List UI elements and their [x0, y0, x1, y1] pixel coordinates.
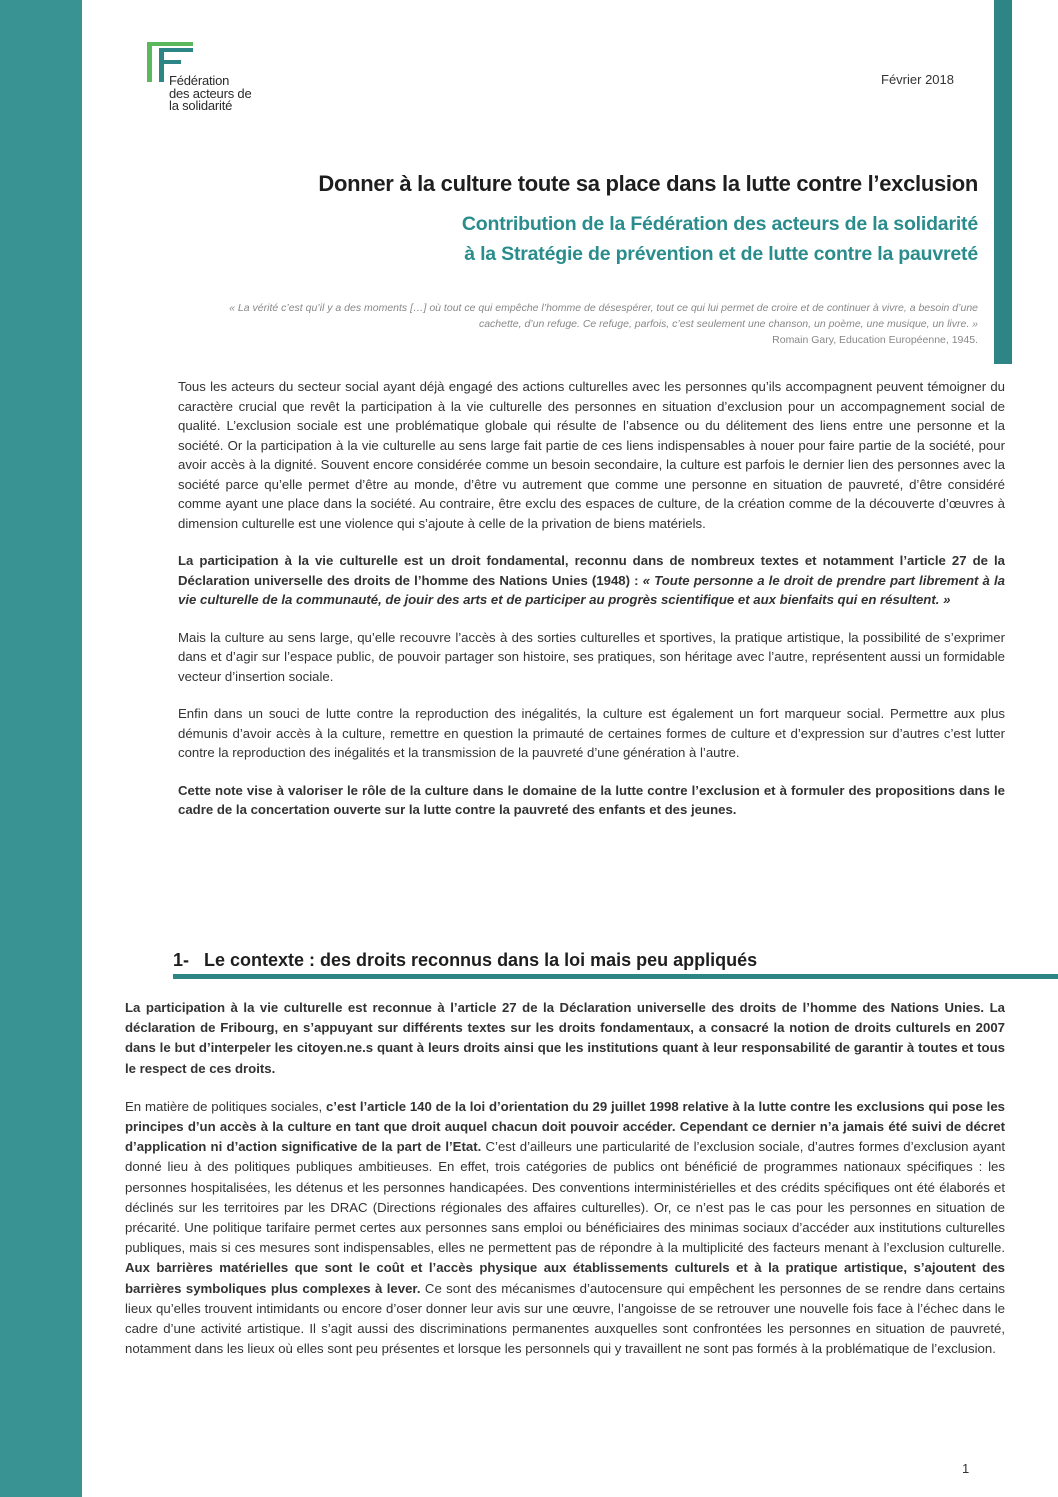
- epigraph-quote: [218, 300, 978, 348]
- logo-text-line2: des acteurs de: [169, 85, 252, 101]
- left-decorative-band: [0, 0, 82, 1497]
- subtitle-line2: à la Stratégie de prévention et de lutte contre la pauvreté: [464, 243, 978, 265]
- section-1-title: Le contexte : des droits reconnus dans la loi mais peu appliqués: [204, 950, 758, 970]
- section-1-paragraph-1: La participation à la vie culturelle est reconnue à l’article 27 de la Déclaration universelle des droits de l’homme des Nations Unies. La déclaration de Fribourg, en s’appuyant sur différents textes sur les droits fondamentaux, a consacré la notion de droits culturels en 2007 dans le but d’interpeler les citoyen.ne.s quant à leurs droits ainsi que les institutions quant à leur responsabilité de garantir à toutes et tous le respect de ces droits.: [125, 1000, 1005, 1076]
- logo-text-line1: Fédération: [169, 73, 230, 88]
- subtitle-line1: Contribution de la Fédération des acteurs de la solidarité: [461, 213, 978, 235]
- section-1-body: [125, 998, 1005, 1377]
- s1-p2-part-c: C’est d’ailleurs une particularité de l’exclusion sociale, d’autres formes d’exclusion ayant donné lieu à des politiques publiques ambitieuses. En effet, trois catégories de publics ont bénéficié de programmes nationaux spécifiques : les personnes hospitalisées, les détenus et les personnes handicapées. Des conventions interministérielles et des crédits spécifiques ont été élaborés et déclinés sur les territoires par les DRAC (Directions régionales des affaires culturelles). Or, ce n’est pas le cas pour les personnes en situation de précarité. Une politique tarifaire permet certes aux personnes sans emploi ou bénéficiaires des minimas sociaux d’accéder aux institutions culturelles publiques, mais si ces mesures sont indispensables, elles ne permettent pas de répondre à la multiplicité des facteurs menant à l’exclusion culturelle.: [125, 1139, 1005, 1256]
- section-1-number: 1-: [173, 950, 190, 970]
- quote-text: « La vérité c’est qu’il y a des moments […] où tout ce qui empêche l’homme de désespérer, tout ce qui lui permet de croire et de continuer à vivre, a besoin d’une cachette, d’un refuge. Ce refuge, parfois, c’est seulement une chanson, un poème, une musique, un livre. »: [229, 302, 978, 330]
- intro-paragraph-1: Tous les acteurs du secteur social ayant déjà engagé des actions culturelles avec les personnes qu’ils accompagnent peuvent témoigner du caractère crucial que revêt la participation à la vie culturelle des personnes en situation d’exclusion pour un accompagnement social de qualité. L’exclusion sociale est une problématique globale qui résulte de l’absence ou du délitement des liens entre une personne et la société. Or la participation à la vie culturelle au sens large fait partie de ces liens indispensables à nouer pour faire partie de la société, pour avoir accès à la dignité. Souvent encore considérée comme un besoin secondaire, la culture est parfois le dernier lien des personnes avec la société parce qu’elle permet d’être au monde, d’être vu autrement que comme une personne en situation de pauvreté, d’être considéré comme ayant une place dans la société. Au contraire, être exclu des espaces de culture, de la création comme de la découverte d’œuvres à dimension culturelle est une violence qui s’ajoute à celle de la privation de biens matériels.: [178, 379, 1005, 531]
- intro-paragraph-5: Cette note vise à valoriser le rôle de la culture dans le domaine de la lutte contre l’exclusion et à formuler des propositions dans le cadre de la concertation ouverte sur la lutte contre la pauvreté des enfants et des jeunes.: [178, 782, 1005, 817]
- quote-author: Romain Gary, Education Européenne, 1945.: [772, 334, 978, 346]
- logo-text-line3: la solidarité: [169, 98, 233, 113]
- introduction: [178, 377, 1005, 838]
- intro-p2-bold: La participation à la vie culturelle est un droit fondamental, reconnu dans de nombreux textes et notamment l’article 27 de la Déclaration universelle des droits de l’homme des Nations Unies (1948) :: [178, 553, 1005, 588]
- page-number: 1: [962, 1461, 970, 1476]
- intro-paragraph-4: Enfin dans un souci de lutte contre la reproduction des inégalités, la culture est également un fort marqueur social. Permettre aux plus démunis d’avoir accès à la culture, remettre en question la primauté de certaines formes de culture et d’expression sur d’autres c’est lutter contre la reproduction des inégalités et la transmission de la pauvreté d’une génération à l’autre.: [178, 706, 1005, 760]
- right-decorative-band: [994, 0, 1012, 364]
- section-1-underline: [173, 974, 1058, 979]
- section-1-paragraph-2: [125, 1097, 1005, 1360]
- s1-p2-part-b: c’est l’article 140 de la loi d’orientation du 29 juillet 1998 relative à la lutte contre les exclusions qui pose les principes d’un accès à la culture en tant que droit auquel chacun doit pouvoir accéder. Cependant ce dernier n’a jamais été suivi de décret d’application ni d’action significative de la part de l’Etat.: [125, 1098, 1005, 1155]
- federation-logo: [147, 42, 287, 112]
- document-date: Février 2018: [881, 72, 954, 87]
- s1-p2-part-d: Aux barrières matérielles que sont le coût et l’accès physique aux établissements culturels et à la pratique artistique, s’ajoutent des barrières symboliques plus complexes à lever.: [125, 1260, 1005, 1296]
- intro-paragraph-3: Mais la culture au sens large, qu’elle recouvre l’accès à des sorties culturelles et sportives, la pratique artistique, la possibilité de s’exprimer dans et d’agir sur l’espace public, de pouvoir partager son histoire, ses pratiques, son héritage avec l’autre, représentent aussi un formidable vecteur d’insertion sociale.: [178, 629, 1005, 684]
- s1-p2-part-a: En matière de politiques sociales,: [125, 1098, 326, 1114]
- intro-paragraph-2: [178, 551, 1005, 610]
- section-1-heading: [173, 946, 1058, 980]
- intro-p2-quote: « Toute personne a le droit de prendre part librement à la vie culturelle de la communauté, de jouir des arts et de participer au progrès scientifique et aux bienfaits qui en résultent. »: [178, 572, 1006, 607]
- s1-p2-part-e: Ce sont des mécanismes d’autocensure qui empêchent les personnes de se rendre dans certains lieux qu’elles trouvent intimidants ou encore d’oser donner leur avis sur une œuvre, l’angoisse de se retrouver une nouvelle fois face à l’échec dans le cadre d’une activité artistique. Il s’agit aussi des discriminations permanentes auxquelles sont confrontées les personnes en situation de pauvreté, notamment dans les lieux où elles sont peu présentes et lorsque les personnels qui y travaillent ne sont pas formés à la problématique de l’exclusion.: [125, 1280, 1005, 1357]
- logo-text: [169, 75, 251, 113]
- document-title: Donner à la culture toute sa place dans la lutte contre l’exclusion: [318, 171, 978, 196]
- document-subtitle: [462, 209, 978, 269]
